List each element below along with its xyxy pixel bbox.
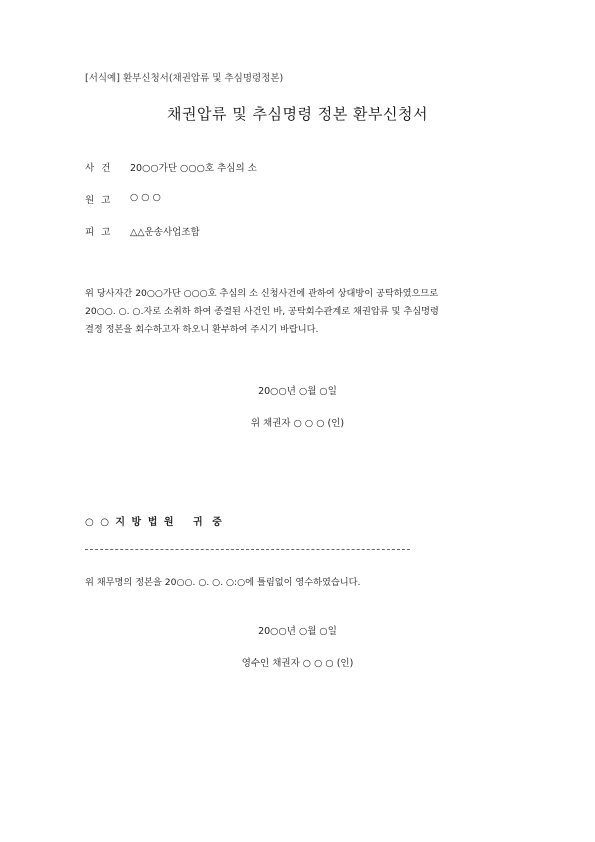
body-line: 결정 정본을 회수하고자 하오니 환부하여 주시기 바랍니다. xyxy=(85,324,319,335)
party-plaintiff-label: 원 고 xyxy=(85,195,113,206)
receipt-date: 20○○년 ○월 ○일 xyxy=(258,626,337,637)
body-line: 20○○. ○. ○.자로 소취하 하여 종결된 사건인 바, 공탁회수관계로 채권압류 및 추심명령 xyxy=(85,306,439,317)
party-case-value: 20○○가단 ○○○호 추심의 소 xyxy=(130,163,257,174)
body-line: 위 당사자간 20○○가단 ○○○호 추심의 소 신청사건에 관하여 상대방이 공탁하였으므로 xyxy=(85,288,439,299)
court-name: ○ ○ 지 방 법 원 xyxy=(85,517,175,528)
request-date: 20○○년 ○월 ○일 xyxy=(258,386,337,397)
party-defendant-value: △△운송사업조합 xyxy=(130,227,200,238)
party-defendant-label: 피 고 xyxy=(85,227,113,238)
party-case-label: 사 건 xyxy=(85,163,113,174)
creditor-signature: 위 채권자 ○ ○ ○ (인) xyxy=(250,418,345,429)
recipient-signature: 영수인 채권자 ○ ○ ○ (인) xyxy=(241,658,354,669)
form-label: [서식예] 환부신청서(채권압류 및 추심명령정본) xyxy=(85,73,284,84)
court-suffix: 귀 중 xyxy=(193,517,225,528)
divider-line xyxy=(85,549,410,550)
receipt-text: 위 채무명의 정본을 20○○. ○. ○. ○:○에 틀림없이 영수하였습니다. xyxy=(85,577,361,588)
document-title: 채권압류 및 추심명령 정본 환부신청서 xyxy=(167,105,428,123)
party-plaintiff-value: ○ ○ ○ xyxy=(130,192,161,203)
